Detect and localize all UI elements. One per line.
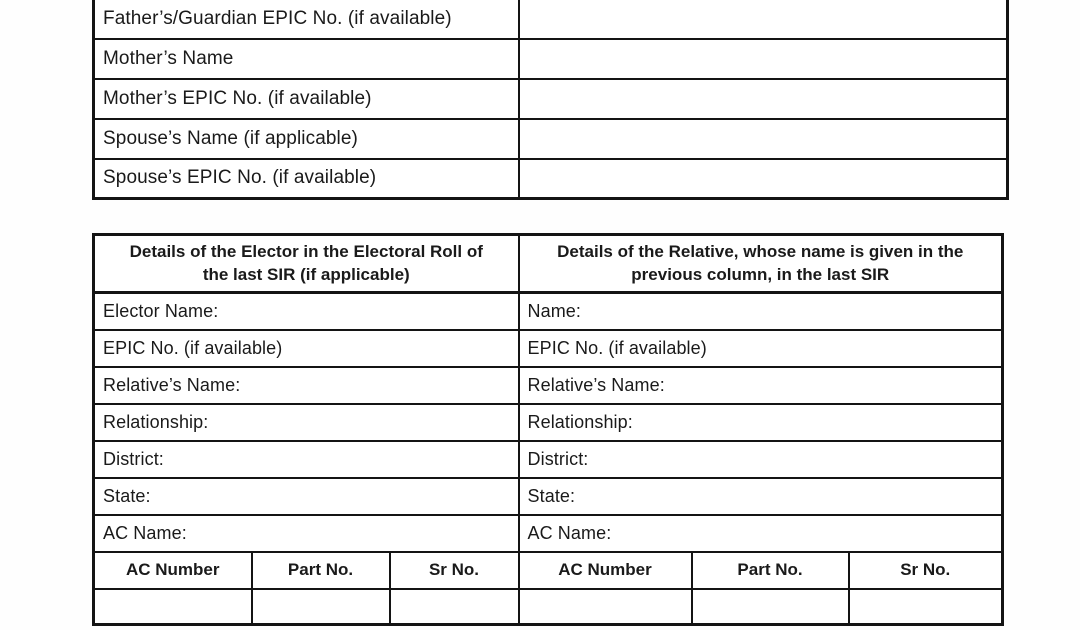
entry-row — [94, 589, 1003, 625]
field-label-spouse-name: Spouse’s Name (if applicable) — [94, 119, 519, 159]
entry-ac-number-left — [94, 589, 252, 625]
relative-ac-name-label: AC Name: — [519, 515, 1003, 552]
elector-name-label: Elector Name: — [94, 293, 519, 330]
table-row — [94, 39, 1008, 79]
field-value-spouse-epic — [519, 159, 1008, 199]
family-details-table — [92, 0, 1009, 200]
relative-name-label: Name: — [519, 293, 1003, 330]
table-row — [94, 0, 1008, 39]
entry-ac-number-right — [519, 589, 692, 625]
relative-state-label: State: — [519, 478, 1003, 515]
table-header-row — [94, 235, 1003, 293]
sir-comparison-table — [92, 233, 1004, 626]
subheader-ac-number-left: AC Number — [94, 552, 252, 589]
entry-part-no-left — [252, 589, 390, 625]
entry-sr-no-right — [849, 589, 1003, 625]
field-value-spouse-name — [519, 119, 1008, 159]
field-value-mother-epic — [519, 79, 1008, 119]
field-label-mother-epic: Mother’s EPIC No. (if available) — [94, 79, 519, 119]
relative-relative-name-label: Relative’s Name: — [519, 367, 1003, 404]
elector-relationship-label: Relationship: — [94, 404, 519, 441]
subheader-sr-no-right: Sr No. — [849, 552, 1003, 589]
table-row — [94, 159, 1008, 199]
table-row — [94, 404, 1003, 441]
subheader-row — [94, 552, 1003, 589]
entry-part-no-right — [692, 589, 849, 625]
field-label-father-guardian-epic: Father’s/Guardian EPIC No. (if available) — [94, 0, 519, 39]
elector-state-label: State: — [94, 478, 519, 515]
elector-district-label: District: — [94, 441, 519, 478]
field-value-father-guardian-epic — [519, 0, 1008, 39]
table-row — [94, 478, 1003, 515]
subheader-sr-no-left: Sr No. — [390, 552, 519, 589]
relative-district-label: District: — [519, 441, 1003, 478]
relative-column-header: Details of the Relative, whose name is given in the previous column, in the last SIR — [519, 235, 1003, 293]
relative-relationship-label: Relationship: — [519, 404, 1003, 441]
table-row — [94, 293, 1003, 330]
field-value-mother-name — [519, 39, 1008, 79]
table-row — [94, 515, 1003, 552]
table-row — [94, 441, 1003, 478]
table-row — [94, 330, 1003, 367]
table-row — [94, 79, 1008, 119]
subheader-ac-number-right: AC Number — [519, 552, 692, 589]
field-label-mother-name: Mother’s Name — [94, 39, 519, 79]
entry-sr-no-left — [390, 589, 519, 625]
relative-epic-label: EPIC No. (if available) — [519, 330, 1003, 367]
subheader-part-no-right: Part No. — [692, 552, 849, 589]
table-row — [94, 119, 1008, 159]
elector-ac-name-label: AC Name: — [94, 515, 519, 552]
elector-relative-name-label: Relative’s Name: — [94, 367, 519, 404]
elector-column-header: Details of the Elector in the Electoral Roll of the last SIR (if applicable) — [94, 235, 519, 293]
table-row — [94, 367, 1003, 404]
subheader-part-no-left: Part No. — [252, 552, 390, 589]
field-label-spouse-epic: Spouse’s EPIC No. (if available) — [94, 159, 519, 199]
elector-epic-label: EPIC No. (if available) — [94, 330, 519, 367]
